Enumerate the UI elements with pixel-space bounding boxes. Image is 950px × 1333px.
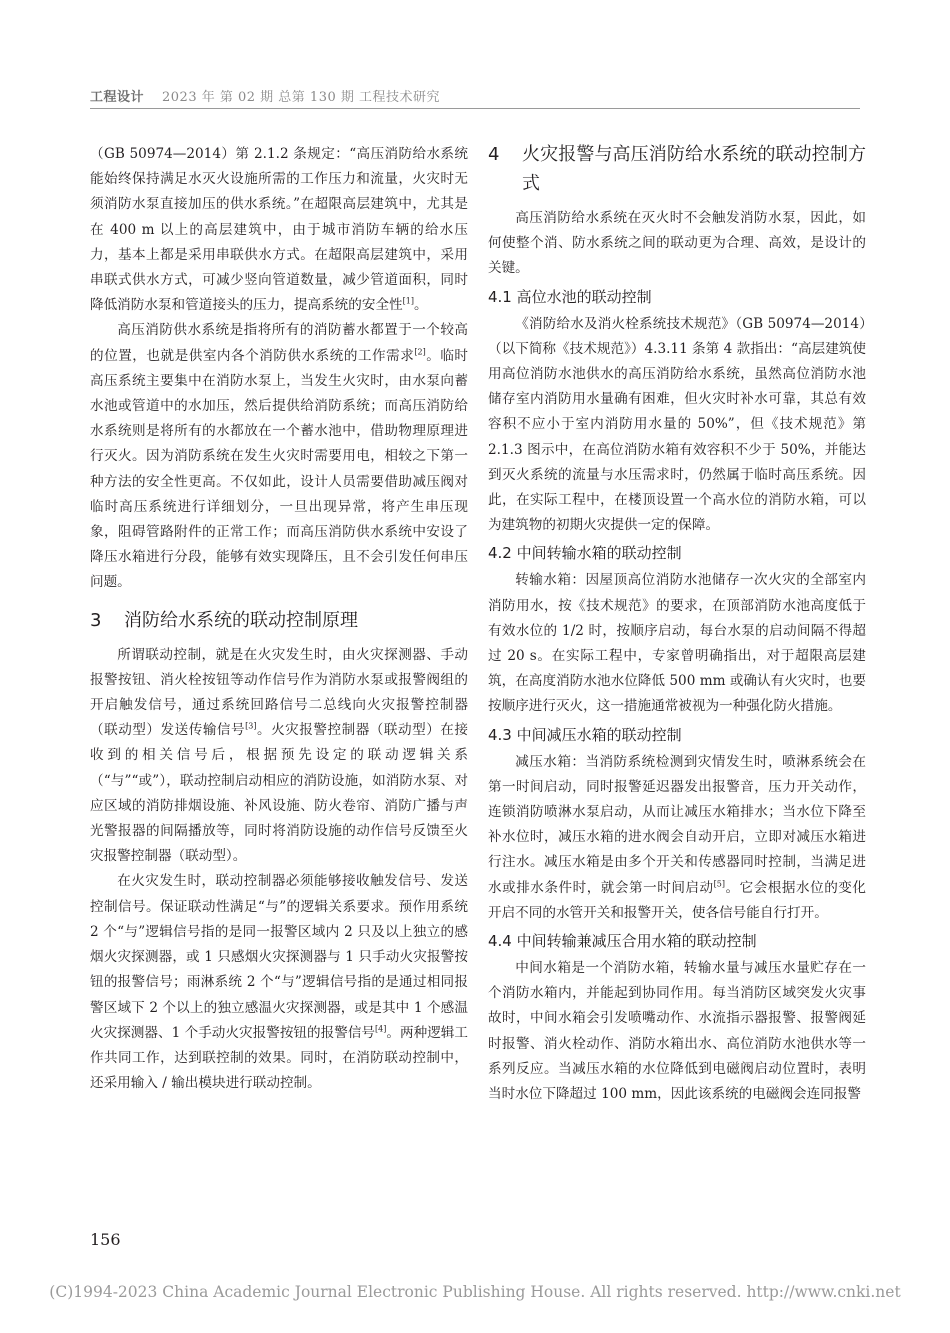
paragraph: 转输水箱：因屋顶高位消防水池储存一次火灾的全部室内消防用水，按《技术规范》的要求，在顶部消防水池高度低于有效水位的 1/2 时，按顺序启动，每台水泵的启动间隔不得超过 20 s。在实际工程中，专家曾明确指出，对于超限高层建筑，在高度消防水池水位降低 500 mm 或确认有火灾时，也要按顺序进行灭火，这一措施通常被视为一种强化防火措施。 xyxy=(488,572,866,715)
section-heading-3: 3 消防给水系统的联动控制原理 xyxy=(90,609,358,631)
copyright-footer: (C)1994-2023 China Academic Journal Electronic Publishing House. All rights reserved. http://www.cnki.net xyxy=(49,1283,901,1301)
citation[interactable]: [1] xyxy=(402,296,414,306)
paragraph: 《消防给水及消火栓系统技术规范》（GB 50974—2014）（以下简称《技术规范》）4.3.11 条第 4 款指出：“高层建筑使用高位消防水池供水的高压消防给水系统，虽然高位消防水池储存室内消防用水量确有困难，但火灾时补水可靠，其总有效容积不应小于室内消防用水量的 50%”，但《技术规范》第 2.1.3 图示中，在高位消防水箱有效容积不少于 50%，并能达到灭火系统的流量与水压需求时，仍然属于临时高压系统。因此，在实际工程中，在楼顶设置一个高水位的消防水箱，可以为建筑物的初期火灾提供一定的保障。 xyxy=(488,315,866,534)
citation[interactable]: [4] xyxy=(375,1024,387,1034)
paragraph: 高压消防供水系统是指将所有的消防蓄水都置于一个较高的位置，也就是供室内各个消防供水系统的工作需求[2]。临时高压系统主要集中在消防水泵上，当发生火灾时，由水泵向蓄水池或管道中的水加压，然后提供给消防系统；而高压消防给水系统则是将所有的水都放在一个蓄水池中，借助物理原理进行灭火。因为消防系统在发生火灾时需要用电，相较之下第一种方法的安全性更高。不仅如此，设计人员需要借助减压阀对临时高压系统进行详细划分，一旦出现异常，将产生串压现象，阻碍管路附件的正常工作；而高压消防供水系统中安设了降压水箱进行分段，能够有效实现降压，且不会引发任何串压问题。 xyxy=(90,322,469,591)
right-column xyxy=(488,140,866,1107)
left-column xyxy=(90,142,468,1096)
running-header xyxy=(90,86,860,105)
citation[interactable]: [5] xyxy=(713,879,725,889)
subsection-heading-4-1: 4.1 高位水池的联动控制 xyxy=(488,287,652,306)
page-number: 156 xyxy=(90,1230,121,1249)
paragraph: 高压消防给水系统在灭火时不会触发消防水泵，因此，如何使整个消、防水系统之间的联动更为合理、高效，是设计的关键。 xyxy=(488,210,866,277)
subsection-heading-4-2: 4.2 中间转输水箱的联动控制 xyxy=(488,544,682,563)
section-heading-4: 4 火灾报警与高压消防给水系统的联动控制方式 xyxy=(488,144,866,194)
citation[interactable]: [2] xyxy=(414,347,426,357)
subsection-heading-4-4: 4.4 中间转输兼减压合用水箱的联动控制 xyxy=(488,932,757,951)
subsection-heading-4-3: 4.3 中间减压水箱的联动控制 xyxy=(488,725,682,744)
paragraph: （GB 50974—2014）第 2.1.2 条规定：“高压消防给水系统能始终保持满足水灭火设施所需的工作压力和流量，火灾时无须消防水泵直接加压的供水系统。”在超限高层建筑中，尤其是在 400 m 以上的高层建筑中，由于城市消防车辆的给水压力，基本上都是采用串联供水方式。在超限高层建筑中，采用串联式供水方式，可减少竖向管道数量，减少管道面积，同时降低消防水泵和管道接头的压力，提高系统的安全性[1]。 xyxy=(90,146,468,314)
paragraph: 所谓联动控制，就是在火灾发生时，由火灾探测器、手动报警按钮、消火栓按钮等动作信号作为消防水泵或报警阀组的开启触发信号，通过系统回路信号二总线向火灾报警控制器（联动型）发送传输信号[3]。火灾报警控制器（联动型）在接收到的相关信号后，根据预先设定的联动逻辑关系（“与”“或”），联动控制启动相应的消防设施，如消防水泵、对应区域的消防排烟设施、补风设施、防火卷帘、消防广播与声光警报器的间隔播放等，同时将消防设施的动作信号反馈至火灾报警控制器（联动型）。 xyxy=(90,646,469,865)
paragraph: 在火灾发生时，联动控制器必须能够接收触发信号、发送控制信号。保证联动性满足“与”的逻辑关系要求。预作用系统 2 个“与”逻辑信号指的是同一报警区域内 2 只及以上独立的感烟火灾探测器，或 1 只感烟火灾探测器与 1 只手动火灾报警按钮的报警信号；雨淋系统 2 个“与”逻辑信号指的是通过相同报警区域下 2 个以上的独立感温火灾探测器，或是其中 1 个感温火灾探测器、1 个手动火灾报警按钮的报警信号[4]。两种逻辑工作共同工作，达到联控制的效果。同时，在消防联动控制中，还采用输入 / 输出模块进行联动控制。 xyxy=(90,873,469,1092)
issue-info: 2023 年 第 02 期 总第 130 期 工程技术研究 xyxy=(162,90,441,105)
journal-name: 工程设计 xyxy=(90,90,145,105)
header-rule xyxy=(90,108,860,109)
paragraph: 中间水箱是一个消防水箱，转输水量与减压水量贮存在一个消防水箱内，并能起到协同作用。每当消防区域突发火灾事故时，中间水箱会引发喷嘴动作、水流指示器报警、报警阀延时报警、消火栓动作、消防水箱出水、高位消防水池供水等一系列反应。当减压水箱的水位降低到电磁阀启动位置时，表明当时水位下降超过 100 mm，因此该系统的电磁阀会连同报警 xyxy=(488,960,866,1103)
citation[interactable]: [3] xyxy=(245,721,257,731)
paragraph: 减压水箱：当消防系统检测到灾情发生时，喷淋系统会在第一时间启动，同时报警延迟器发出报警音，压力开关动作，连锁消防喷淋水泵启动，从而让减压水箱排水；当水位下降至补水位时，减压水箱的进水阀会自动开启，立即对减压水箱进行注水。减压水箱是由多个开关和传感器同时控制，当满足进水或排水条件时，就会第一时间启动[5]。它会根据水位的变化开启不同的水管开关和报警开关，使各信号能自行打开。 xyxy=(488,753,867,921)
